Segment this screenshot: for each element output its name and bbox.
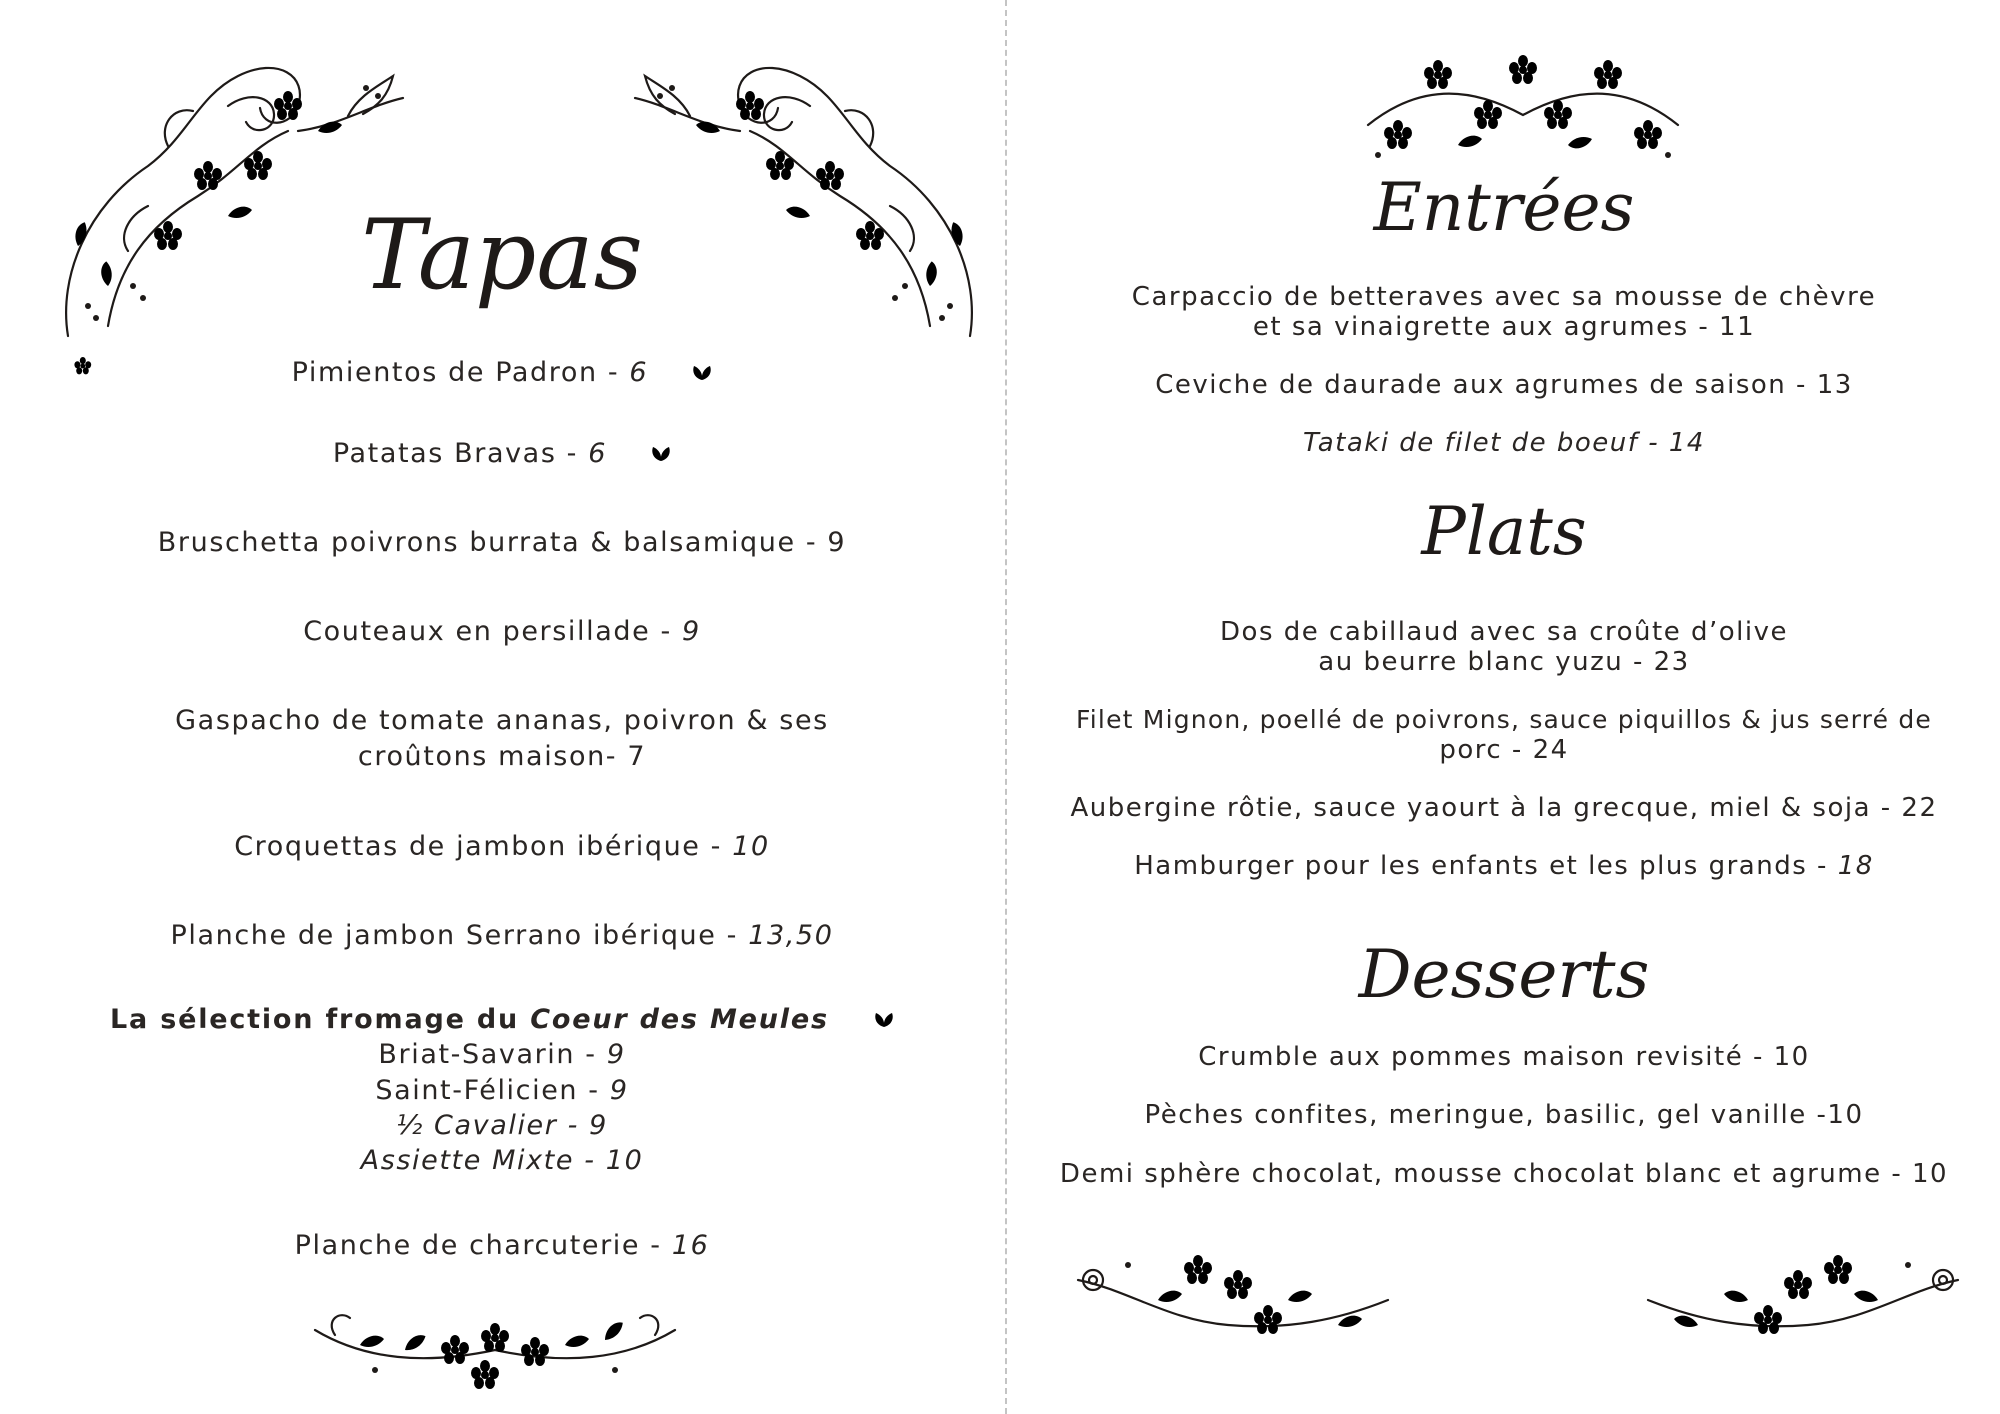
menu-item: Couteaux en persillade - 9	[303, 616, 701, 647]
menu-item: Tataki de filet de boeuf - 14	[1303, 428, 1705, 458]
menu-item-continued: croûtons maison- 7	[357, 741, 647, 772]
menu-item: Bruschetta poivrons burrata & balsamique - 9	[157, 527, 847, 558]
menu-item: Aubergine rôtie, sauce yaourt à la grecque, miel & soja - 22	[1070, 793, 1938, 823]
cheese-item: ½ Cavalier - 9	[396, 1110, 608, 1141]
cheese-selection-heading: La sélection fromage du Coeur des Meules	[0, 1002, 1004, 1038]
menu-item: Dos de cabillaud avec sa croûte d’olive	[1220, 617, 1788, 647]
menu-item: Filet Mignon, poellé de poivrons, sauce piquillos & jus serré de	[1076, 705, 1932, 734]
menu-item: Ceviche de daurade aux agrumes de saison - 13	[1155, 370, 1853, 400]
menu-item-continued: porc - 24	[1439, 735, 1569, 765]
menu-item: Planche de jambon Serrano ibérique - 13,50	[170, 920, 834, 951]
menu-item: Planche de charcuterie - 16	[294, 1230, 710, 1261]
floral-ornament-icon	[1068, 1230, 1398, 1360]
entrees-title: Entrées	[1373, 169, 1635, 246]
floral-ornament-icon	[1358, 45, 1688, 175]
leaf-icon	[874, 1013, 894, 1029]
mains-page	[1008, 0, 2000, 1414]
floral-ornament-icon	[1638, 1230, 1968, 1360]
desserts-title: Desserts	[1358, 936, 1650, 1013]
leaf-icon	[692, 366, 712, 382]
cheese-item: Briat-Savarin - 9	[378, 1039, 626, 1070]
menu-item: Croquettas de jambon ibérique - 10	[234, 831, 770, 862]
menu-item: Carpaccio de betteraves avec sa mousse de chèvre	[1131, 282, 1877, 312]
plats-title: Plats	[1421, 493, 1587, 570]
menu-item: Patatas Bravas - 6	[0, 436, 1004, 472]
leaf-icon	[651, 447, 671, 463]
floral-ornament-icon	[305, 1290, 685, 1400]
tapas-title: Tapas	[361, 199, 643, 311]
menu-item: Crumble aux pommes maison revisité - 10	[1198, 1042, 1810, 1072]
page-divider	[1005, 0, 1007, 1414]
cheese-item: Assiette Mixte - 10	[360, 1145, 644, 1176]
menu-item: Pimientos de Padron - 6	[0, 355, 1004, 391]
menu-item: Gaspacho de tomate ananas, poivron & ses	[175, 705, 829, 736]
menu-item-continued: et sa vinaigrette aux agrumes - 11	[1252, 312, 1756, 342]
cheese-item: Saint-Félicien - 9	[375, 1075, 629, 1106]
menu-item: Demi sphère chocolat, mousse chocolat blanc et agrume - 10	[1059, 1159, 1949, 1189]
menu-item: Hamburger pour les enfants et les plus grands - 18	[1134, 851, 1874, 881]
menu-item: Pèches confites, meringue, basilic, gel vanille -10	[1144, 1100, 1864, 1130]
menu-item-continued: au beurre blanc yuzu - 23	[1318, 647, 1690, 677]
